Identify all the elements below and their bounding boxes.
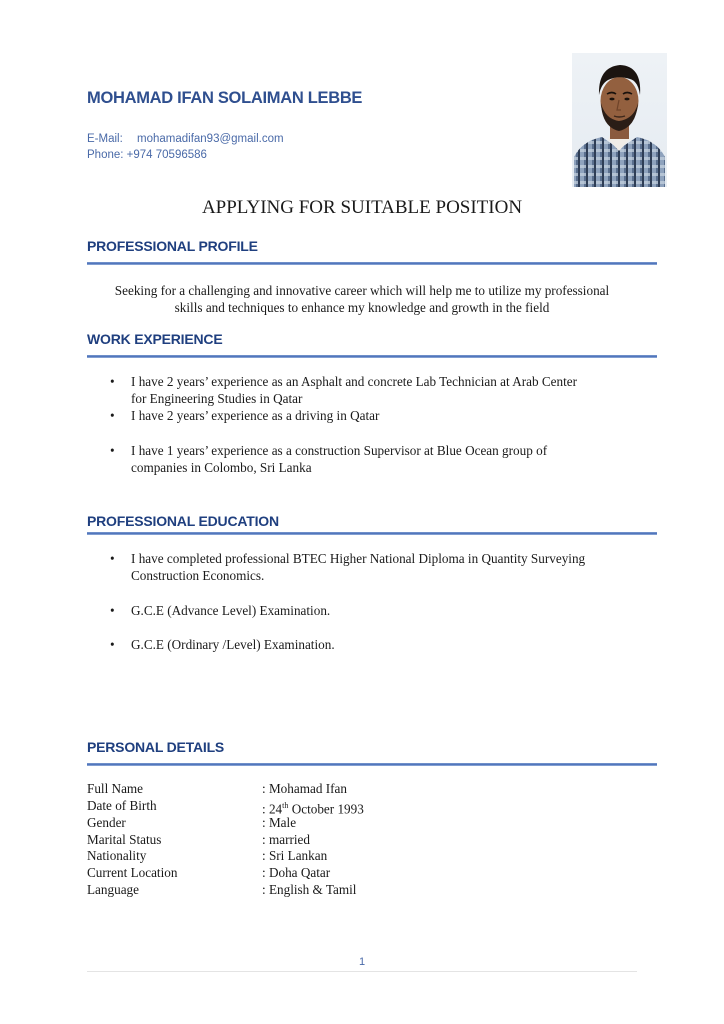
detail-key: Current Location (87, 865, 178, 880)
detail-value: : Sri Lankan (262, 848, 328, 863)
list-item (110, 550, 630, 584)
objective-heading: APPLYING FOR SUITABLE POSITION (201, 197, 523, 218)
detail-key: Gender (87, 815, 126, 830)
list-item-line: for Engineering Studies in Qatar (131, 391, 303, 406)
section-title-education: PROFESSIONAL EDUCATION (87, 513, 279, 529)
detail-value: : Doha Qatar (262, 865, 331, 880)
detail-value: : Mohamad Ifan (262, 781, 347, 796)
section-title-work: WORK EXPERIENCE (87, 331, 223, 347)
page-number: 1 (358, 956, 366, 968)
phone-label: Phone: (87, 149, 124, 161)
bullet-icon: • (110, 637, 115, 652)
section-title-personal: PERSONAL DETAILS (87, 739, 225, 755)
section-divider (87, 355, 657, 358)
dob-month-year: October 1993 (288, 801, 364, 817)
section-divider (87, 262, 657, 265)
profile-text (87, 282, 637, 316)
list-item-line: I have completed professional BTEC Higher National Diploma in Quantity Surveying (131, 551, 586, 566)
detail-value: : Male (262, 815, 297, 830)
bullet-icon: • (110, 408, 115, 423)
bullet-icon: • (110, 374, 115, 389)
list-item (110, 407, 630, 424)
list-item (110, 602, 630, 619)
detail-key: Nationality (87, 848, 147, 863)
footer-divider (87, 971, 637, 972)
phone-line (87, 149, 207, 161)
section-divider (87, 532, 657, 535)
profile-line: skills and techniques to enhance my knowledge and growth in the field (174, 300, 550, 315)
profile-photo (572, 53, 667, 187)
detail-key: Language (87, 882, 139, 897)
dob-suffix: th (282, 801, 289, 810)
email-label: E-Mail: (87, 133, 123, 145)
detail-key: Marital Status (87, 832, 162, 847)
bullet-icon: • (110, 551, 115, 566)
email-line (87, 133, 284, 145)
section-divider (87, 763, 657, 766)
bullet-icon: • (110, 443, 115, 458)
candidate-name: MOHAMAD IFAN SOLAIMAN LEBBE (87, 89, 363, 107)
list-item-line: I have 1 years’ experience as a construction Supervisor at Blue Ocean group of (131, 443, 548, 458)
list-item-line: Construction Economics. (131, 568, 265, 583)
email-value[interactable]: mohamadifan93@gmail.com (137, 133, 284, 145)
section-title-profile: PROFESSIONAL PROFILE (87, 238, 258, 254)
phone-value: +974 70596586 (126, 149, 207, 161)
detail-key: Full Name (87, 781, 144, 796)
list-item-line: I have 2 years’ experience as an Asphalt and concrete Lab Technician at Arab Center (131, 374, 578, 389)
profile-line: Seeking for a challenging and innovative career which will help me to utilize my professional (114, 283, 610, 298)
dob-day: : 24 (262, 801, 283, 817)
list-item (110, 442, 630, 476)
detail-key: Date of Birth (87, 798, 157, 813)
list-item-line: G.C.E (Ordinary /Level) Examination. (131, 637, 335, 652)
list-item (110, 636, 630, 653)
list-item (110, 373, 630, 407)
list-item-line: I have 2 years’ experience as a driving in Qatar (131, 408, 380, 423)
detail-value: : married (262, 832, 310, 847)
bullet-icon: • (110, 603, 115, 618)
detail-value: : English & Tamil (262, 882, 357, 897)
list-item-line: G.C.E (Advance Level) Examination. (131, 603, 331, 618)
list-item-line: companies in Colombo, Sri Lanka (131, 460, 312, 475)
